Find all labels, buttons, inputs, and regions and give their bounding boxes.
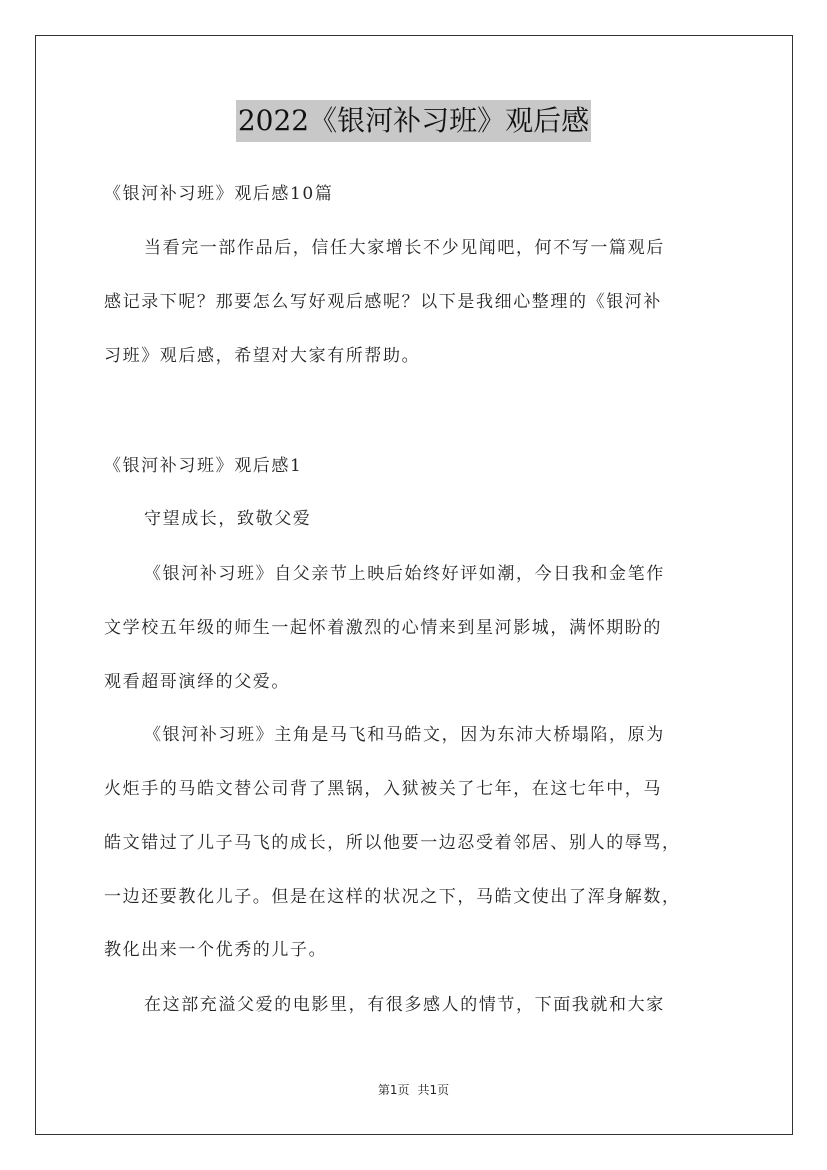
paragraph2-line-3: 皓文错过了儿子马飞的成长，所以他要一边忍受着邻居、别人的辱骂， — [104, 833, 681, 853]
intro-line-3: 习班》观后感，希望对大家有所帮助。 — [104, 346, 421, 366]
section-heading: 《银河补习班》观后感1 — [104, 456, 303, 476]
paragraph2-line-4: 一边还要教化儿子。但是在这样的状况之下，马皓文使出了浑身解数， — [104, 887, 681, 907]
intro-line-2: 感记录下呢？那要怎么写好观后感呢？以下是我细心整理的《银河补 — [104, 292, 662, 312]
paragraph1-line-3: 观看超哥演绎的父爱。 — [104, 672, 290, 692]
page-footer — [0, 1082, 827, 1098]
paragraph2-line-2: 火炬手的马皓文替公司背了黑锅，入狱被关了七年，在这七年中，马 — [104, 779, 662, 799]
document-subtitle: 《银河补习班》观后感10篇 — [104, 184, 334, 204]
intro-line-1: 当看完一部作品后，信任大家增长不少见闻吧，何不写一篇观后 — [144, 238, 665, 258]
paragraph3-line-1: 在这部充溢父爱的电影里，有很多感人的情节，下面我就和大家 — [144, 995, 665, 1015]
title-container — [0, 100, 827, 142]
paragraph2-line-5: 教化出来一个优秀的儿子。 — [104, 940, 328, 960]
page-total: 共1页 — [417, 1083, 450, 1097]
document-title: 2022《银河补习班》观后感 — [236, 100, 591, 142]
page-number: 第1页 — [377, 1083, 410, 1097]
paragraph1-line-2: 文学校五年级的师生一起怀着激烈的心情来到星河影城，满怀期盼的 — [104, 618, 662, 638]
paragraph1-line-1: 《银河补习班》自父亲节上映后始终好评如潮，今日我和金笔作 — [144, 564, 665, 584]
paragraph2-line-1: 《银河补习班》主角是马飞和马皓文，因为东沛大桥塌陷，原为 — [144, 725, 665, 745]
section-subheading: 守望成长，致敬父爱 — [144, 509, 312, 529]
